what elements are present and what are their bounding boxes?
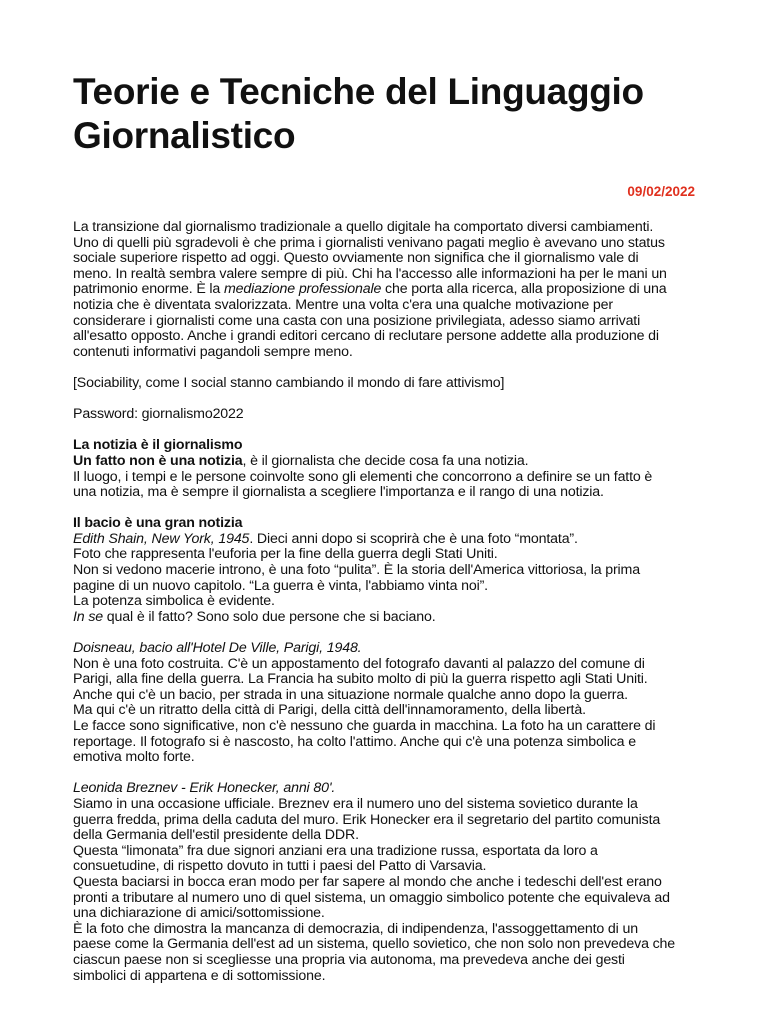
text-line: Non è una foto costruita. C'è un appostamento del fotografo davanti al palazzo del comune di [73,655,645,672]
intro-paragraph [73,220,697,360]
photo-caption: Edith Shain, New York, 1945 [73,530,250,547]
section-bacio [73,516,697,625]
page-title: Teorie e Tecniche del Linguaggio Giornalistico [73,71,644,156]
emphasis-text: In se [73,608,104,625]
text-line: ciascun paese non si scegliesse una propria via autonoma, ma prevedeva anche dei gesti [73,951,625,968]
text-line: paese come la Germania dell'est ad un sistema, quello sovietico, che non solo non prevedeva che [73,936,676,953]
photo-caption: Leonida Breznev - Erik Honecker, anni 80'. [73,780,336,797]
text-line: Password: giornalismo2022 [73,406,244,423]
text-line: all'esatto opposto. Anche i grandi editori cercano di reclutare persone addette alla produzione di [73,328,659,345]
text-line: della Germania dell'estil presidente della DDR. [73,827,359,844]
text-line: Anche qui c'è un bacio, per strada in una situazione normale qualche anno dopo la guerra. [73,686,628,703]
text-line: meno. In realtà sembra valere sempre di più. Chi ha l'accesso alle informazioni ha per le mani un [73,265,667,282]
text-line: Foto che rappresenta l'euforia per la fine della guerra degli Stati Uniti. [73,546,498,563]
text-line: Le facce sono significative, non c'è nessuno che guarda in macchina. La foto ha un carattere di [73,718,656,734]
photo-caption: Doisneau, bacio all'Hotel De Ville, Parigi, 1948. [73,640,362,657]
emphasis-text: mediazione professionale [223,281,382,298]
text-line: consuetudine, di rispetto dovuto in tutti i paesi del Patto di Varsavia. [73,858,487,875]
text-line: La transizione dal giornalismo tradizionale a quello digitale ha comportato diversi cambiamenti. [73,219,654,235]
section-breznev [73,781,697,984]
text-line: Parigi, alla fine della guerra. La Francia ha subito molto di più la guerra rispetto agli Stati Uniti. [73,671,648,688]
text-line: Questa baciarsi in bocca eran modo per far sapere al mondo che anche i tedeschi dell'est erano [73,873,662,890]
text-line: una notizia, ma è sempre il giornalista a scegliere l'importanza e il rango di una notizia. [73,484,604,501]
text-line: guerra fredda, prima della caduta del muro. Erik Honecker era il segretario del partito comunista [73,811,661,828]
sociability-note [73,376,697,392]
text-line: Uno di quelli più sgradevoli è che prima i giornalisti venivano pagati meglio è avevano uno status [73,234,665,251]
text-line: emotiva molto forte. [73,749,195,766]
section-heading: La notizia è il giornalismo [73,437,243,454]
text-line: notizia che è diventata svalorizzata. Mentre una volta c'era una qualche motivazione per [73,296,613,313]
text-line [73,532,697,548]
text-line: Ma qui c'è un ritratto della città di Parigi, della città dell'innamoramento, della libertà. [73,702,586,719]
text-line: pagine di un nuovo capitolo. “La guerra è vinta, l'abbiamo vinta noi”. [73,577,488,594]
text-segment: , è il giornalista che decide cosa fa una notizia. [242,452,529,469]
text-line: Questa “limonata” fra due signori anziani era una tradizione russa, esportata da loro a [73,842,598,859]
text-line: reportage. Il fotografo si è nascosto, ha colto l'attimo. Anche qui c'è una potenza simbolica e [73,733,636,750]
text-line: considerare i giornalisti come una casta con una posizione privilegiata, adesso siamo arrivati [73,312,641,329]
text-segment: . Dieci anni dopo si scoprirà che è una foto “montata”. [249,530,578,547]
text-segment: patrimonio enorme. È la [73,281,224,298]
section-doisneau [73,641,697,766]
text-line: È la foto che dimostra la mancanza di democrazia, di indipendenza, l'assoggettamento di un [73,920,638,937]
text-line: La potenza simbolica è evidente. [73,593,275,610]
text-line: pronti a tributare al numero uno di quel sistema, un omaggio simbolico potente che equivaleva ad [73,889,670,906]
text-line: contenuti informativi pagandoli sempre meno. [73,343,353,360]
text-line: Il luogo, i tempi e le persone coinvolte sono gli elementi che concorrono a definire se un fatto è [73,468,653,485]
document-body [73,220,697,984]
document-page [73,70,697,1000]
section-heading: Il bacio è una gran notizia [73,515,243,532]
text-line: sociale superiore rispetto ad oggi. Questo ovviamente non significa che il giornalismo vale di [73,250,639,267]
text-line [73,454,697,470]
section-subheading: Un fatto non è una notizia [73,452,243,469]
text-line [73,282,697,298]
document-date: 09/02/2022 [627,184,695,199]
text-line: Siamo in una occasione ufficiale. Breznev era il numero uno del sistema sovietico durante la [73,795,638,812]
text-line: simbolici di appartena e di sottomissione. [73,967,326,984]
text-line: [Sociability, come I social stanno cambiando il mondo di fare attivismo] [73,374,505,391]
text-line: Non si vedono macerie introno, è una foto “pulita”. È la storia dell'America vittoriosa, la prima [73,562,640,579]
text-segment: qual è il fatto? Sono solo due persone che si baciano. [103,608,436,625]
section-notizia [73,438,697,500]
password-note [73,407,697,423]
text-line [73,610,697,626]
text-line: una dichiarazione di amici/sottomissione. [73,905,325,922]
text-segment: che porta alla ricerca, alla proposizione di una [381,281,667,298]
